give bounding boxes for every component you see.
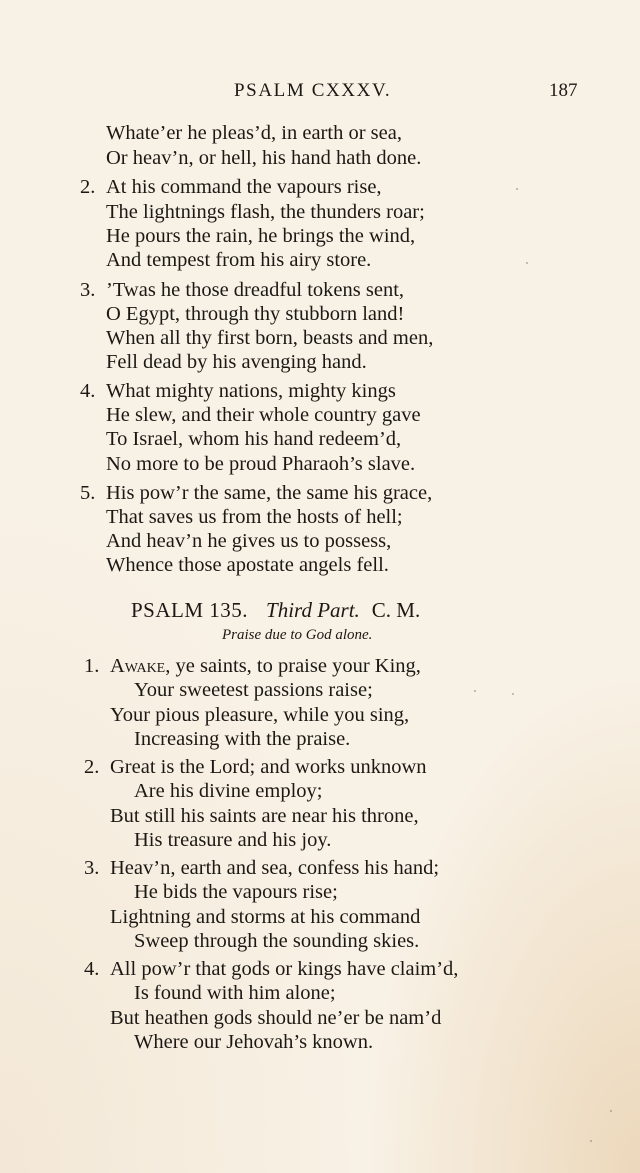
stanza-number: 4. <box>84 958 100 980</box>
verse-line: Your sweetest passions raise; <box>134 679 373 701</box>
paper-speck <box>512 693 514 695</box>
psalm-heading <box>131 598 420 623</box>
stanza-number: 2. <box>80 176 96 198</box>
first-word: Awake <box>110 655 166 677</box>
verse-line: But still his saints are near his throne, <box>110 805 419 827</box>
paper-speck <box>516 188 518 190</box>
verse-line: His treasure and his joy. <box>134 829 332 851</box>
verse-line: Whate’er he pleas’d, in earth or sea, <box>106 122 402 144</box>
verse-line: Where our Jehovah’s known. <box>134 1031 374 1053</box>
verse-line: He bids the vapours rise; <box>134 881 338 903</box>
verse-line: Increasing with the praise. <box>134 728 351 750</box>
verse-line <box>110 654 421 678</box>
paper-speck <box>526 262 528 264</box>
verse-line: ’Twas he those dreadful tokens sent, <box>106 279 405 301</box>
verse-line: Or heav’n, or hell, his hand hath done. <box>106 147 422 169</box>
verse-line: Fell dead by his avenging hand. <box>106 351 367 373</box>
verse-line: At his command the vapours rise, <box>106 176 382 198</box>
verse-line-rest: , ye saints, to praise your King, <box>165 655 421 677</box>
stanza-number: 5. <box>80 482 96 504</box>
verse-line: Lightning and storms at his command <box>110 906 421 928</box>
page-number: 187 <box>549 80 578 101</box>
verse-line: All pow’r that gods or kings have claim’d, <box>110 958 459 980</box>
verse-line: Whence those apostate angels fell. <box>106 554 389 576</box>
verse-line: That saves us from the hosts of hell; <box>106 506 403 528</box>
verse-line: No more to be proud Pharaoh’s slave. <box>106 453 416 475</box>
running-head <box>0 80 640 110</box>
verse-line: He pours the rain, he brings the wind, <box>106 225 416 247</box>
verse-line: Heav’n, earth and sea, confess his hand; <box>110 857 440 879</box>
psalm-meter: C. M. <box>371 598 421 622</box>
verse-line: Your pious pleasure, while you sing, <box>110 704 410 726</box>
psalm-subtitle: Praise due to God alone. <box>222 627 373 643</box>
paper-speck <box>590 1140 592 1142</box>
stanza-number: 1. <box>84 655 100 677</box>
verse-line: He slew, and their whole country gave <box>106 404 421 426</box>
verse-line: Sweep through the sounding skies. <box>134 930 420 952</box>
verse-line: What mighty nations, mighty kings <box>106 380 396 402</box>
stanza-number: 3. <box>84 857 100 879</box>
psalm-part: Third Part. <box>266 598 360 622</box>
verse-line: But heathen gods should ne’er be nam’d <box>110 1007 442 1029</box>
verse-line: His pow’r the same, the same his grace, <box>106 482 433 504</box>
verse-line: To Israel, whom his hand redeem’d, <box>106 428 402 450</box>
stanza-number: 2. <box>84 756 100 778</box>
verse-line: When all thy first born, beasts and men, <box>106 327 434 349</box>
verse-line: The lightnings flash, the thunders roar; <box>106 201 425 223</box>
running-title: PSALM CXXXV. <box>234 80 392 101</box>
verse-line: And tempest from his airy store. <box>106 249 372 271</box>
verse-line: And heav’n he gives us to possess, <box>106 530 392 552</box>
psalm-number: PSALM 135. <box>131 598 249 622</box>
verse-line: Is found with him alone; <box>134 982 336 1004</box>
stanza-number: 4. <box>80 380 96 402</box>
stanza-number: 3. <box>80 279 96 301</box>
paper-speck <box>610 1110 612 1112</box>
verse-line: O Egypt, through thy stubborn land! <box>106 303 405 325</box>
verse-line: Great is the Lord; and works unknown <box>110 756 427 778</box>
paper-speck <box>474 690 476 692</box>
verse-line: Are his divine employ; <box>134 780 323 802</box>
